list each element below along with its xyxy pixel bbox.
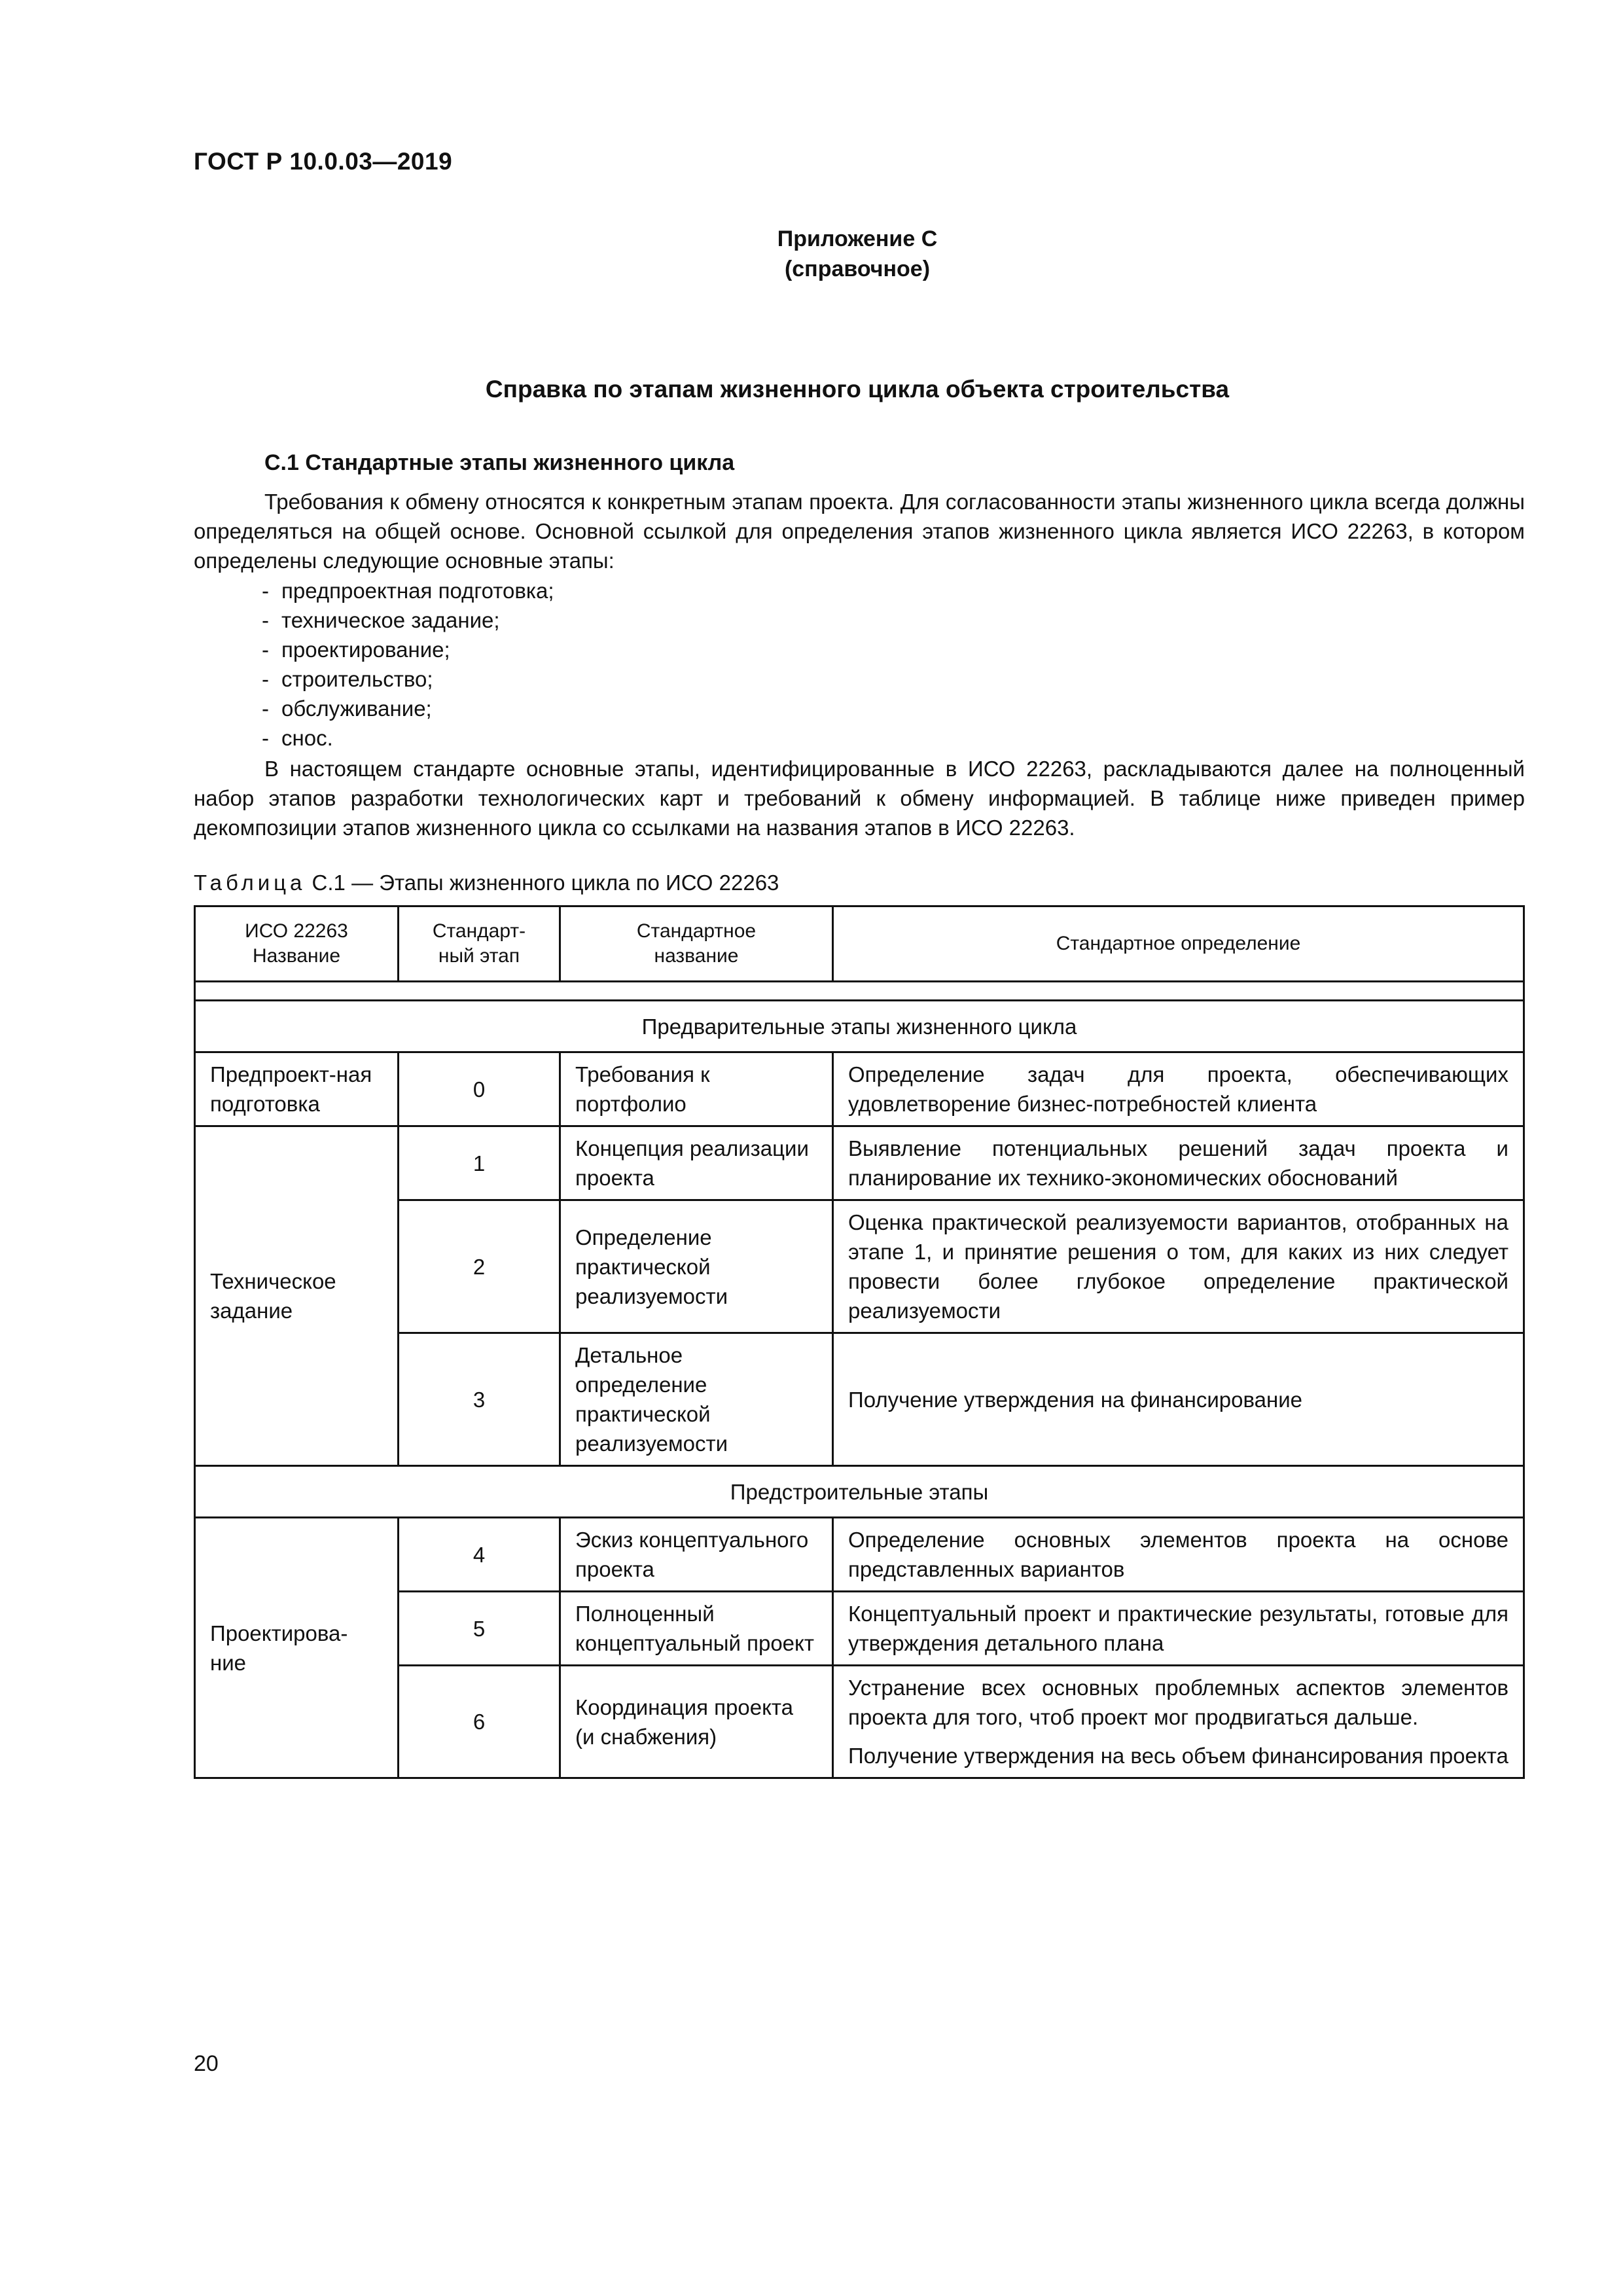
header-iso-name bbox=[195, 906, 399, 982]
page-number: 20 bbox=[194, 2051, 219, 2076]
list-item-text: предпроектная подготовка; bbox=[281, 579, 554, 603]
header-separator bbox=[195, 982, 1524, 1001]
stage-number-cell: 1 bbox=[399, 1126, 560, 1200]
stage-name-cell: Концепция реализации проекта bbox=[560, 1126, 833, 1200]
stage-name-cell: Координация проекта (и снабжения) bbox=[560, 1666, 833, 1778]
table-caption bbox=[194, 870, 779, 895]
separator-cell bbox=[195, 982, 1524, 1001]
header-text: Стандарт- bbox=[432, 920, 526, 942]
list-item bbox=[262, 635, 554, 664]
group-row-preliminary bbox=[195, 1001, 1524, 1052]
stage-name-cell: Эскиз концептуального проекта bbox=[560, 1518, 833, 1592]
annex-status: (справочное) bbox=[784, 257, 931, 281]
stage-number-cell: 2 bbox=[399, 1200, 560, 1333]
stage-definition-cell: Определение задач для проекта, обеспечивающих удовлетворение бизнес-потребностей клиента bbox=[833, 1052, 1524, 1126]
stage-definition-cell: Выявление потенциальных решений задач проекта и планирование их технико-экономических обоснований bbox=[833, 1126, 1524, 1200]
table-header-row bbox=[195, 906, 1524, 982]
stage-list bbox=[262, 576, 554, 753]
iso-name-cell: Предпроект-ная подготовка bbox=[195, 1052, 399, 1126]
iso-name-cell: Проектирова-ние bbox=[195, 1518, 399, 1778]
bullet-marker: - bbox=[262, 726, 269, 750]
list-item bbox=[262, 723, 554, 753]
stage-number-cell: 3 bbox=[399, 1333, 560, 1466]
group-row-preconstruction bbox=[195, 1466, 1524, 1518]
stage-definition-cell: Концептуальный проект и практические результаты, готовые для утверждения детального плана bbox=[833, 1592, 1524, 1666]
bullet-marker: - bbox=[262, 696, 269, 721]
stage-definition-cell: Оценка практической реализуемости вариантов, отобранных на этапе 1, и принятие решения о том, для каких из них следует провести более глубокое определение практической реализуемости bbox=[833, 1200, 1524, 1333]
stage-definition-cell: Получение утверждения на финансирование bbox=[833, 1333, 1524, 1466]
iso-name-cell: Техническое задание bbox=[195, 1126, 399, 1466]
group-label: Предварительные этапы жизненного цикла bbox=[195, 1001, 1524, 1052]
header-standard-definition: Стандартное определение bbox=[833, 906, 1524, 982]
list-item bbox=[262, 605, 554, 635]
definition-paragraph: Получение утверждения на весь объем финансирования проекта bbox=[848, 1744, 1508, 1768]
bullet-marker: - bbox=[262, 667, 269, 691]
table-row bbox=[195, 1518, 1524, 1592]
header-text: ный этап bbox=[438, 945, 520, 967]
header-text: Стандартное bbox=[636, 920, 757, 942]
stage-name-cell: Полноценный концептуальный проект bbox=[560, 1592, 833, 1666]
stage-name-cell: Требования к портфолио bbox=[560, 1052, 833, 1126]
bullet-marker: - bbox=[262, 579, 269, 603]
stage-definition-cell bbox=[833, 1666, 1524, 1778]
list-item-text: техническое задание; bbox=[281, 608, 500, 632]
list-item bbox=[262, 694, 554, 723]
header-standard-name bbox=[560, 906, 833, 982]
header-standard-stage bbox=[399, 906, 560, 982]
definition-paragraph: Устранение всех основных проблемных аспектов элементов проекта для того, чтоб проект мог продвигаться дальше. bbox=[848, 1676, 1508, 1729]
stage-definition-cell: Определение основных элементов проекта на основе представленных вариантов bbox=[833, 1518, 1524, 1592]
main-heading: Справка по этапам жизненного цикла объекта строительства bbox=[485, 376, 1230, 403]
table-row bbox=[195, 1052, 1524, 1126]
header-text: Название bbox=[252, 945, 341, 967]
stage-number-cell: 0 bbox=[399, 1052, 560, 1126]
decomposition-paragraph: В настоящем стандарте основные этапы, идентифицированные в ИСО 22263, раскладываются далее на полноценный набор этапов разработки технологических карт и требований к обмену информацией. В таблице ниже приведен пример декомпозиции этапов жизненного цикла со ссылками на названия этапов в ИСО 22263. bbox=[194, 757, 1525, 840]
bullet-marker: - bbox=[262, 637, 269, 662]
stage-number-cell: 5 bbox=[399, 1592, 560, 1666]
stage-name-cell: Определение практической реализуемости bbox=[560, 1200, 833, 1333]
group-label: Предстроительные этапы bbox=[195, 1466, 1524, 1518]
document-code: ГОСТ Р 10.0.03—2019 bbox=[194, 148, 453, 175]
table-caption-text: С.1 — Этапы жизненного цикла по ИСО 22263 bbox=[306, 870, 779, 895]
intro-paragraph: Требования к обмену относятся к конкретным этапам проекта. Для согласованности этапы жизненного цикла всегда должны определяться на общей основе. Основной ссылкой для определения этапов жизненного цикла является ИСО 22263, в котором определены следующие основные этапы: bbox=[194, 490, 1525, 573]
list-item-text: строительство; bbox=[281, 667, 433, 691]
table-caption-label: Таблица bbox=[194, 870, 306, 895]
annex-title: Приложение С bbox=[777, 226, 938, 251]
list-item-text: снос. bbox=[281, 726, 333, 750]
list-item bbox=[262, 576, 554, 605]
header-text: название bbox=[654, 945, 739, 967]
list-item-text: обслуживание; bbox=[281, 696, 432, 721]
stage-number-cell: 4 bbox=[399, 1518, 560, 1592]
list-item bbox=[262, 664, 554, 694]
lifecycle-stages-table bbox=[194, 905, 1525, 1779]
header-text: ИСО 22263 bbox=[245, 920, 348, 942]
stage-number-cell: 6 bbox=[399, 1666, 560, 1778]
list-item-text: проектирование; bbox=[281, 637, 450, 662]
section-heading: С.1 Стандартные этапы жизненного цикла bbox=[264, 450, 735, 475]
bullet-marker: - bbox=[262, 608, 269, 632]
table-row bbox=[195, 1126, 1524, 1200]
stage-name-cell: Детальное определение практической реализуемости bbox=[560, 1333, 833, 1466]
